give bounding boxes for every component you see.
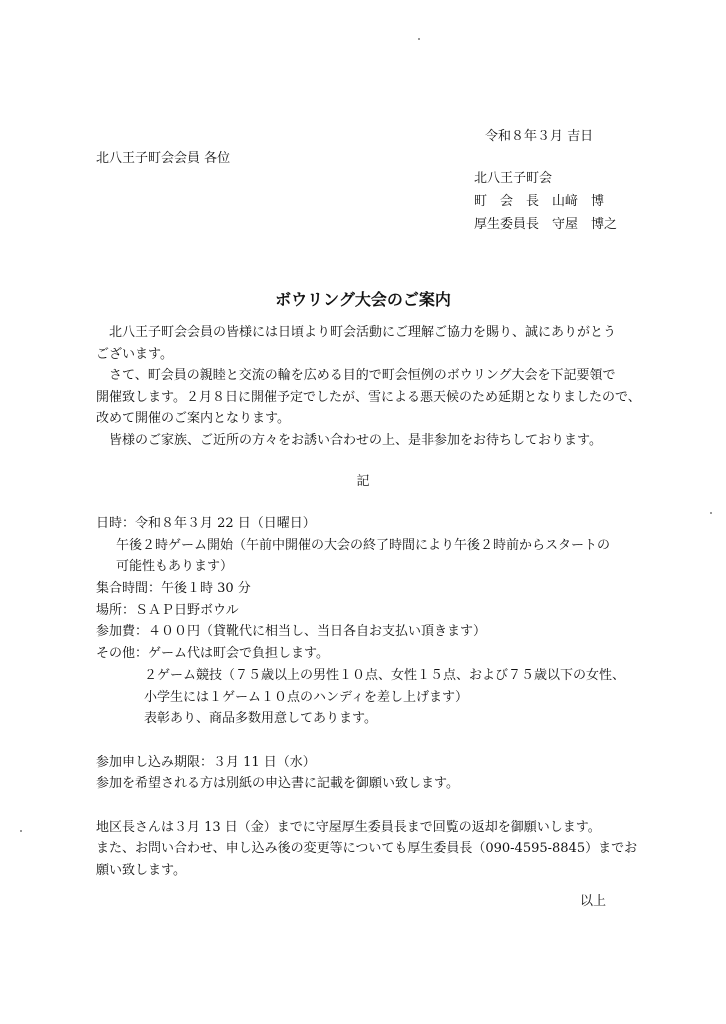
body-paragraphs	[96, 322, 641, 451]
detail-contact-note-cont: 願い致します。	[96, 863, 186, 878]
detail-start-time: 午後２時ゲーム開始（午前中開催の大会の終了時間により午後２時前からスタートの	[116, 537, 611, 553]
body-line: 皆様のご家族、ご近所の方々をお誘い合わせの上、是非参加をお待ちしております。	[96, 432, 602, 448]
detail-start-time-cont: 可能性もあります）	[116, 559, 234, 575]
detail-venue: 場所：ＳＡＰ日野ボウル	[96, 602, 239, 618]
detail-gathering-time: 集合時間：午後１時 30 分	[96, 581, 251, 597]
event-details	[96, 513, 636, 882]
scan-speck	[20, 830, 22, 832]
detail-district-note: 地区長さんは３月 13 日（金）までに守屋厚生委員長まで回覧の返却を御願いします。	[96, 819, 601, 835]
body-line: 開催致します。２月８日に開催予定でしたが、雪による悪天候のため延期となりましたので、	[96, 389, 641, 405]
sender-organization: 北八王子町会	[474, 171, 553, 186]
body-line: ございます。	[96, 346, 173, 362]
recipient-line: 北八王子町会会員 各位	[96, 151, 231, 166]
detail-game-rules: ２ゲーム競技（７５歳以上の男性１０点、女性１５点、および７５歳以下の女性、	[144, 667, 626, 683]
sender-chair: 町 会 長 山﨑 博	[474, 194, 605, 209]
ki-heading: 記	[356, 474, 370, 489]
scan-speck	[418, 38, 420, 40]
spacer	[96, 730, 636, 752]
detail-deadline: 参加申し込み期限：３月 11 日（水）	[96, 754, 316, 770]
sender-welfare-chair: 厚生委員長 守屋 博之	[474, 217, 618, 232]
detail-award: 表彰あり、商品多数用意してあります。	[144, 711, 377, 727]
detail-datetime: 日時：令和８年３月 22 日（日曜日）	[96, 516, 316, 531]
detail-contact-note: また、お問い合わせ、申し込み後の変更等についても厚生委員長（090-4595-8845）までお	[96, 841, 638, 857]
body-line: さて、町会員の親睦と交流の輪を広める目的で町会恒例のボウリング大会を下記要領で	[96, 368, 616, 383]
scan-speck	[710, 512, 712, 514]
document-date: 令和８年３月 吉日	[485, 129, 594, 144]
body-line: 北八王子町会会員の皆様には日頃より町会活動にご理解ご協力を賜り、誠にありがとう	[96, 325, 617, 340]
detail-apply-note: 参加を希望される方は別紙の申込書に記載を御願い致します。	[96, 776, 459, 792]
spacer	[96, 795, 636, 817]
detail-other: その他：ゲーム代は町会で負担します。	[96, 646, 329, 662]
sender-block	[474, 167, 617, 236]
closing-mark: 以上	[580, 894, 607, 909]
detail-game-rules-cont: 小学生には１ゲーム１０点のハンディを差し上げます）	[144, 689, 468, 705]
body-line: 改めて開催のご案内となります。	[96, 411, 290, 426]
detail-fee: 参加費：４００円（貸靴代に相当し、当日各自お支払い頂きます）	[96, 624, 487, 640]
document-title: ボウリング大会のご案内	[275, 290, 451, 309]
